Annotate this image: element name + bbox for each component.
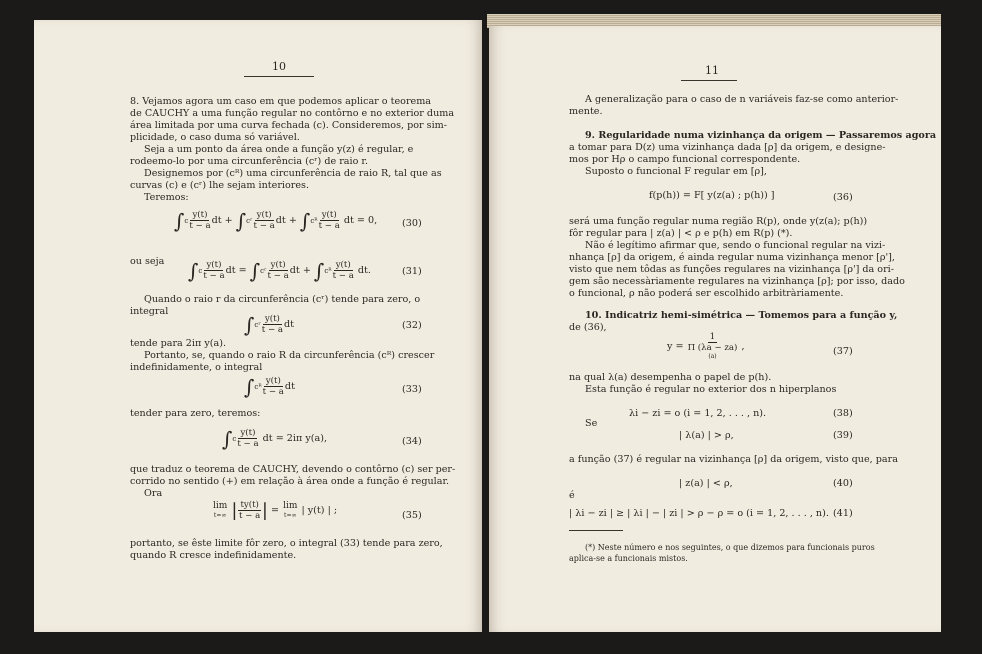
text-line: Não é legítimo afirmar que, sendo o funcional regular na vizi- <box>585 240 886 251</box>
section-heading: 9. Regularidade numa vizinhança da origem — Passaremos agora <box>585 130 937 141</box>
equation-number: (33) <box>402 384 422 395</box>
equation-number: (30) <box>402 218 422 229</box>
text-line: Se <box>585 418 598 429</box>
footnote-rule <box>569 530 623 531</box>
text-line: mos por Hρ o campo funcional correspondente. <box>569 154 801 165</box>
equation-number: (35) <box>402 510 422 521</box>
equation-number: (31) <box>402 266 422 277</box>
text-line: corrido no sentido (+) em relação à área onde a função é regular. <box>130 476 450 487</box>
text-line: é <box>569 490 575 501</box>
text-line: ou seja <box>130 256 165 267</box>
text-line: Teremos: <box>144 192 189 203</box>
text-line: quando R cresce indefinidamente. <box>130 550 297 561</box>
text-line: o funcional, ρ não poderá ser escolhido arbitràriamente. <box>569 288 844 299</box>
equation-37: y = 1 Π (λa − za) (a) , <box>667 332 745 360</box>
right-page <box>489 26 941 632</box>
text-line: mente. <box>569 106 603 117</box>
text-line: na qual λ(a) desempenha o papel de p(h). <box>569 372 772 383</box>
equation-31: ∫ c $\frac{y(t)}{t - a}$ dt = ∫ cʳ $\frac{y(t)}{t - a}$ dt + ∫ cᴿ $\frac{y(t)}{t - a}$ dt. <box>188 258 371 283</box>
text-line: tender para zero, teremos: <box>130 408 261 419</box>
text-line: rodeemo-lo por uma circunferência (cʳ) de raio r. <box>130 156 368 167</box>
equation-38: λi − zi = o (i = 1, 2, . . . , n). <box>629 408 767 419</box>
equation-30: ∫ c $\frac{y(t)}{t - a}$ dt + ∫ cʳ $\frac{y(t)}{t - a}$ dt + ∫ cᴿ $\frac{y(t)}{t - a}$ dt = 0, <box>174 208 378 233</box>
equation-39: | λ(a) | > ρ, <box>679 430 734 441</box>
text-line: a tomar para D(z) uma vizinhança dada [ρ] da origem, e designe- <box>569 142 886 153</box>
text-line: fôr regular para | z(a) | < ρ e p(h) em R(p) (*). <box>569 228 793 239</box>
left-page <box>34 20 482 632</box>
header-rule-right <box>681 80 737 81</box>
equation-number: (38) <box>833 408 853 419</box>
text-line: plicidade, o caso duma só variável. <box>130 132 300 143</box>
equation-number: (34) <box>402 436 422 447</box>
text-line: Seja a um ponto da área onde a função y(z) é regular, e <box>144 144 414 155</box>
footnote: aplica-se a funcionais mistos. <box>569 554 688 563</box>
text-line: Esta função é regular no exterior dos n hiperplanos <box>585 384 837 395</box>
text-line: Quando o raio r da circunferência (cʳ) tende para zero, o <box>144 294 421 305</box>
text-line: área limitada por uma curva fechada (c). Consideremos, por sim- <box>130 120 447 131</box>
text-line: visto que nem tôdas as funções regulares na vizinhança [ρ'] da ori- <box>569 264 894 275</box>
equation-35: lim t=∞ | $\frac{ty(t)}{t - a}$ | = lim t=∞ | y(t) | ; <box>213 500 338 521</box>
text-line: será uma função regular numa região R(p), onde y(z(a); p(h)) <box>569 216 868 227</box>
text-line: Ora <box>144 488 163 499</box>
page-number-left: 10 <box>272 60 286 73</box>
text-line: Designemos por (cᴿ) uma circunferência de raio R, tal que as <box>144 168 442 179</box>
text-line: a função (37) é regular na vizinhança [ρ] da origem, visto que, para <box>569 454 898 465</box>
equation-number: (39) <box>833 430 853 441</box>
equation-33: ∫ cᴿ $\frac{y(t)}{t - a}$ dt <box>244 374 295 399</box>
footnote: (*) Neste número e nos seguintes, o que dizemos para funcionais puros <box>585 543 875 552</box>
text-line: integral <box>130 306 169 317</box>
page-number-right: 11 <box>705 64 719 77</box>
equation-40: | z(a) | < ρ, <box>679 478 733 489</box>
header-rule-left <box>244 76 314 77</box>
text-line: A generalização para o caso de n variáveis faz-se como anterior- <box>585 94 899 105</box>
text-line: que traduz o teorema de CAUCHY, devendo o contôrno (c) ser per- <box>130 464 456 475</box>
equation-36: f(p(h)) = F[ y(z(a) ; p(h)) ] <box>649 190 775 201</box>
text-line: portanto, se êste limite fôr zero, o integral (33) tende para zero, <box>130 538 443 549</box>
equation-number: (40) <box>833 478 853 489</box>
text-line: tende para 2iπ y(a). <box>130 338 226 349</box>
equation-34: ∫ c $\frac{y(t)}{t - a}$ dt = 2iπ y(a), <box>222 426 327 451</box>
text-line: indefinidamente, o integral <box>130 362 263 373</box>
text-line: Portanto, se, quando o raio R da circunferência (cᴿ) crescer <box>144 350 435 361</box>
text-line: de CAUCHY a uma função regular no contôrno e no exterior duma <box>130 108 455 119</box>
text-line: nhança [ρ] da origem, é ainda regular numa vizinhança menor [ρ'], <box>569 252 895 263</box>
equation-number: (41) <box>833 508 853 519</box>
equation-41: | λi − zi | ≥ | λi | − | zi | > ρ − ρ = o (i = 1, 2, . . . , n). <box>569 508 829 519</box>
text-line: de (36), <box>569 322 607 333</box>
text-line: gem são necessàriamente regulares na vizinhança [ρ]; por isso, dado <box>569 276 905 287</box>
text-line: 8. Vejamos agora um caso em que podemos aplicar o teorema <box>130 96 432 107</box>
text-line: curvas (c) e (cʳ) lhe sejam interiores. <box>130 180 309 191</box>
section-heading: 10. Indicatriz hemi-simétrica — Tomemos para a função y, <box>585 310 898 321</box>
equation-32: ∫ cʳ $\frac{y(t)}{t - a}$ dt <box>244 312 295 337</box>
equation-number: (37) <box>833 346 853 357</box>
equation-number: (32) <box>402 320 422 331</box>
equation-number: (36) <box>833 192 853 203</box>
text-line: Suposto o funcional F regular em [ρ], <box>585 166 767 177</box>
